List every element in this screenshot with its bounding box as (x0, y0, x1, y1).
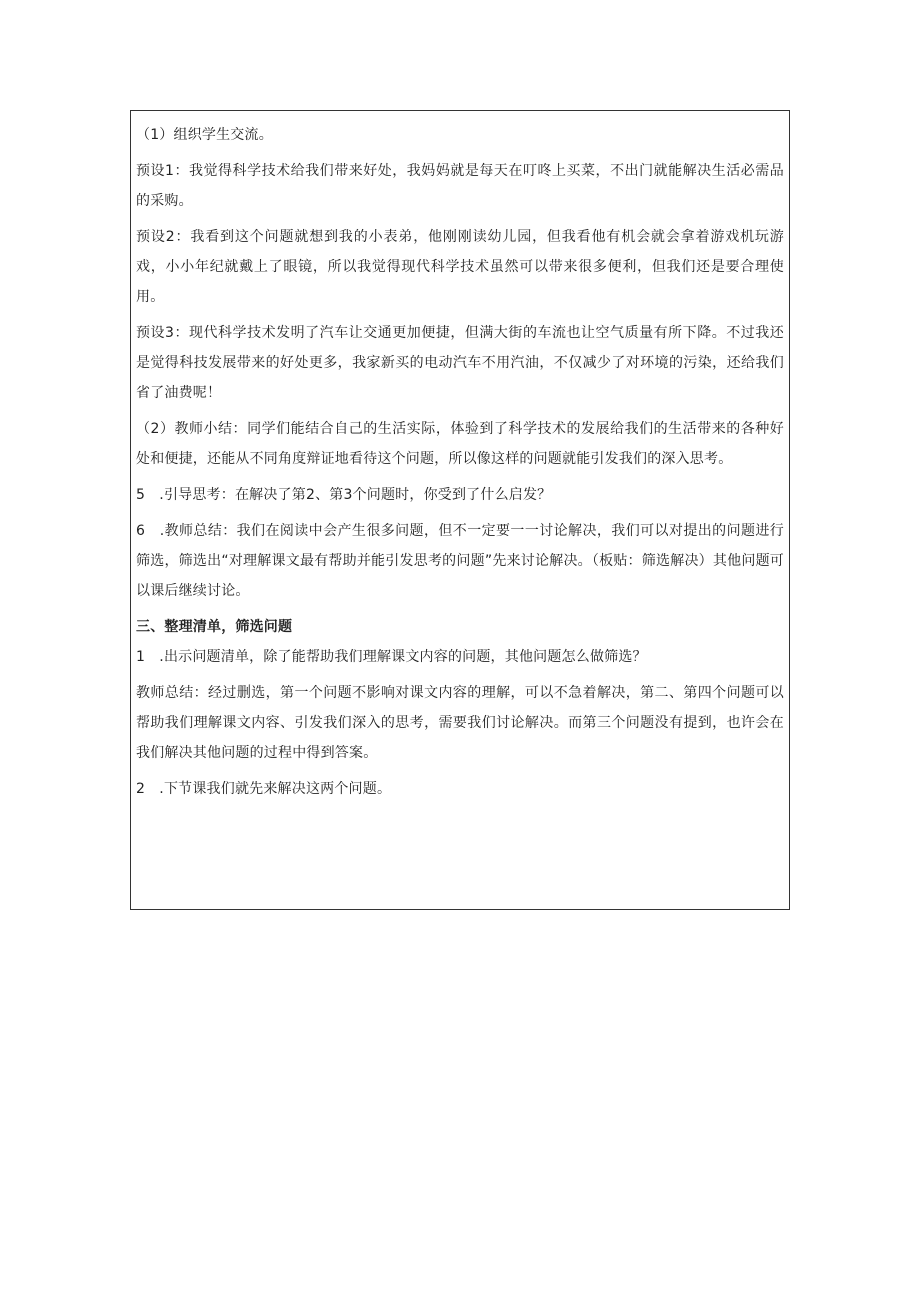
paragraph-teacher-final-summary: 教师总结：经过删选，第一个问题不影响对课文内容的理解，可以不急着解决，第二、第四个问题可以帮助我们理解课文内容、引发我们深入的思考，需要我们讨论解决。而第三个问题没有提到，也许会在我们解决其他问题的过程中得到答案。 (136, 685, 784, 761)
section-heading-organize-list: 三、整理清单，筛选问题 (136, 619, 293, 635)
paragraph-teacher-conclusion: 6 .教师总结：我们在阅读中会产生很多问题，但不一定要一一讨论解决，我们可以对提出的问题进行筛选，筛选出“对理解课文最有帮助并能引发思考的问题”先来讨论解决。（板贴：筛选解决）其他问题可以课后继续讨论。 (136, 523, 784, 599)
paragraph-preset-3: 预设3：现代科学技术发明了汽车让交通更加便捷，但满大街的车流也让空气质量有所下降。不过我还是觉得科技发展带来的好处更多，我家新买的电动汽车不用汽油，不仅减少了对环境的污染，还给我们省了油费呢！ (136, 325, 784, 401)
paragraph-preset-2: 预设2：我看到这个问题就想到我的小表弟，他刚刚读幼儿园，但我看他有机会就会拿着游戏机玩游戏，小小年纪就戴上了眼镜，所以我觉得现代科学技术虽然可以带来很多便利，但我们还是要合理使用。 (136, 229, 784, 305)
paragraph-guided-thinking: 5 .引导思考：在解决了第2、第3个问题时，你受到了什么启发？ (136, 487, 552, 503)
paragraph-organize-exchange: （1）组织学生交流。 (136, 127, 273, 143)
paragraph-teacher-summary-short: （2）教师小结：同学们能结合自己的生活实际，体验到了科学技术的发展给我们的生活带来的各种好处和便捷，还能从不同角度辩证地看待这个问题，所以像这样的问题就能引发我们的深入思考。 (136, 421, 784, 467)
paragraph-show-question-list: 1 .出示问题清单，除了能帮助我们理解课文内容的问题，其他问题怎么做筛选？ (136, 649, 647, 665)
paragraph-preset-1: 预设1：我觉得科学技术给我们带来好处，我妈妈就是每天在叮咚上买菜，不出门就能解决生活必需品的采购。 (136, 163, 784, 209)
paragraph-next-lesson: 2 .下节课我们就先来解决这两个问题。 (136, 781, 392, 797)
lesson-content-box (130, 110, 790, 910)
